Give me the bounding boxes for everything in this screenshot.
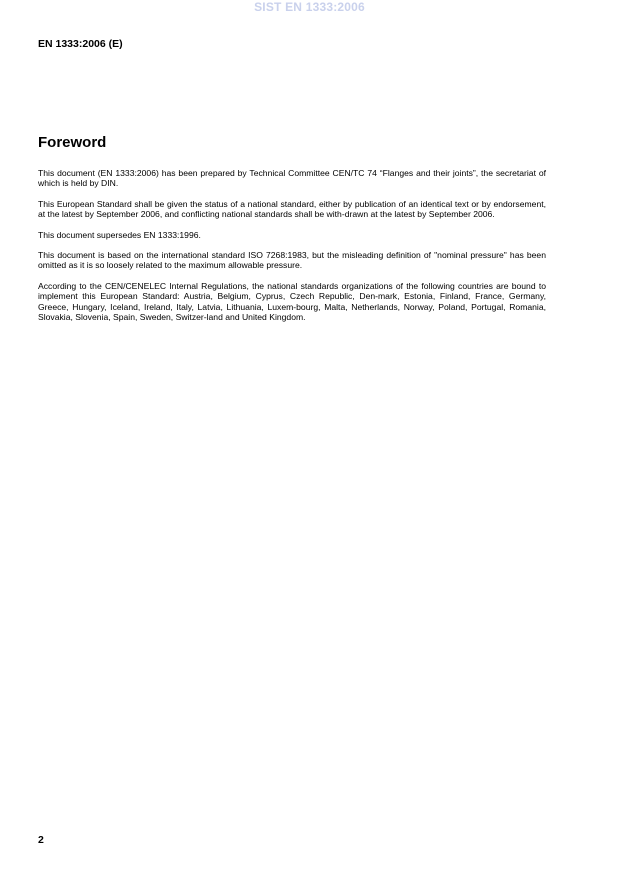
paragraph: According to the CEN/CENELEC Internal Regulations, the national standards organizations of the following countries are bound to implement this European Standard: Austria, Belgium, Cyprus, Czech Republic, Den-mark, Estonia, Finland, France, Germany, Greece, Hungary, Iceland, Ireland, Italy, Latvia, Lithuania, Luxem-bourg, Malta, Netherlands, Norway, Poland, Portugal, Romania, Slovakia, Slovenia, Spain, Sweden, Switzer-land and United Kingdom. [38,280,546,323]
paragraph: This European Standard shall be given the status of a national standard, either by publication of an identical text or by endorsement, at the latest by September 2006, and conflicting national standards shall be with-drawn at the latest by September 2006. [38,198,546,220]
page-number: 2 [38,834,44,846]
foreword-body [38,168,546,332]
document-identifier: EN 1333:2006 (E) [38,38,123,50]
paragraph: This document (EN 1333:2006) has been prepared by Technical Committee CEN/TC 74 “Flanges and their joints”, the secretariat of which is held by DIN. [38,168,546,189]
watermark-text: SIST EN 1333:2006 [254,0,365,14]
paragraph: This document supersedes EN 1333:1996. [38,229,201,240]
section-title: Foreword [38,134,107,151]
paragraph: This document is based on the international standard ISO 7268:1983, but the misleading definition of "nominal pressure" has been omitted as it is so loosely related to the maximum allowable pressure. [38,250,546,271]
